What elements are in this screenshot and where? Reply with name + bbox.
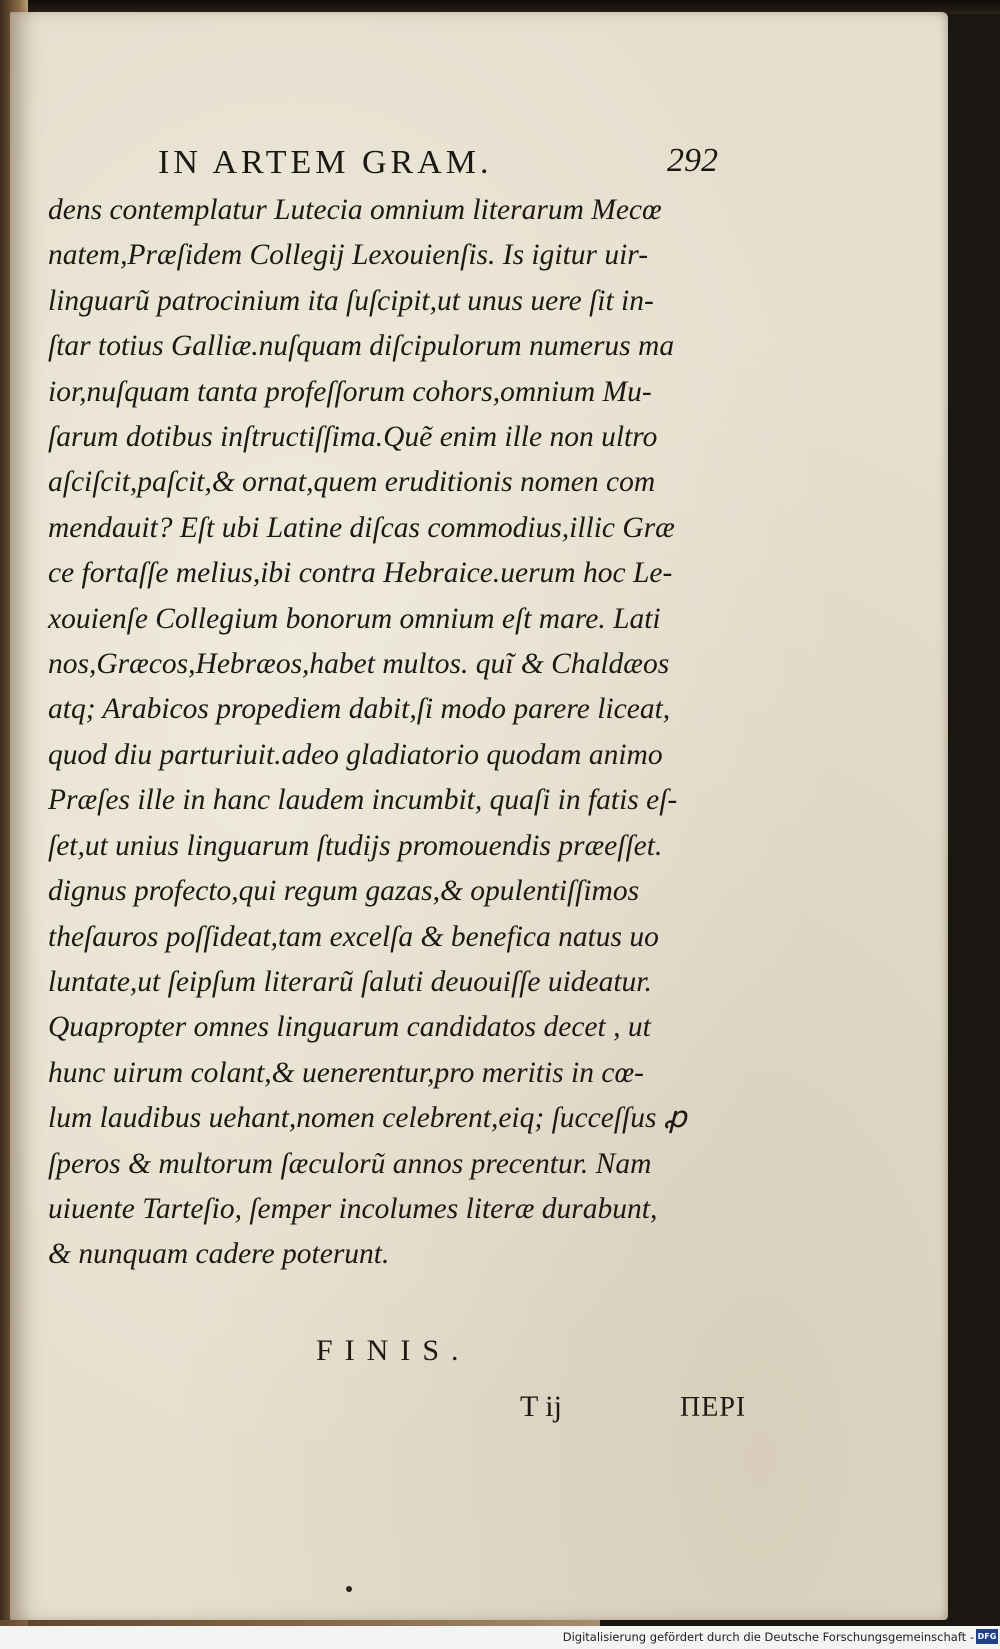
text-line: dignus profecto,qui regum gazas,& opulentiſſimos bbox=[48, 875, 640, 908]
text-line: dens contemplatur Lutecia omnium literarum Mecœ bbox=[48, 194, 662, 226]
text-line: nos,Græcos,Hebræos,habet multos. quĩ & Chaldæos bbox=[48, 648, 670, 681]
text-line: ſperos & multorum ſæculorũ annos precentur. Nam bbox=[48, 1147, 652, 1180]
text-line: uiuente Tarteſio, ſemper incolumes literæ durabunt, bbox=[48, 1192, 658, 1225]
catchword: ΠΕΡΙ bbox=[680, 1392, 747, 1423]
book-page bbox=[10, 12, 948, 1620]
page-header bbox=[158, 144, 718, 188]
text-line: ſarum dotibus inſtructiſſima.Quẽ enim ille non ultro bbox=[48, 421, 658, 454]
text-line: xouienſe Collegium bonorum omnium eſt mare. Lati bbox=[48, 602, 661, 635]
text-line: ior,nuſquam tanta profeſſorum cohors,omnium Mu- bbox=[48, 375, 652, 408]
text-line: ſtar totius Galliæ.nuſquam diſcipulorum numerus ma bbox=[48, 330, 675, 363]
text-line: natem,Præſidem Collegij Lexouienſis. Is igitur uir- bbox=[48, 239, 649, 272]
text-line: luntate,ut ſeipſum literarũ ſaluti deuouiſſe uideatur. bbox=[48, 965, 652, 998]
signature-mark: T ij bbox=[520, 1390, 562, 1423]
text-line: theſauros poſſideat,tam excelſa & benefica natus uo bbox=[48, 920, 659, 953]
text-line: mendauit? Eſt ubi Latine diſcas commodius,illic Græ bbox=[48, 511, 675, 544]
text-line: Præſes ille in hanc laudem incumbit, quaſi in fatis eſ- bbox=[48, 784, 678, 817]
text-line: Quapropter omnes linguarum candidatos decet , ut bbox=[48, 1011, 651, 1044]
text-line: aſciſcit,paſcit,& ornat,quem eruditionis nomen com bbox=[48, 466, 656, 499]
page-number: 292 bbox=[667, 142, 718, 179]
body-text bbox=[48, 188, 748, 1278]
dfg-logo: DFG bbox=[976, 1629, 998, 1644]
text-line: atq; Arabicos propediem dabit,ſi modo parere liceat, bbox=[48, 693, 671, 726]
text-line: hunc uirum colant,& uenerentur,pro meritis in cœ- bbox=[48, 1056, 644, 1089]
text-line: quod diu parturiuit.adeo gladiatorio quodam animo bbox=[48, 738, 663, 771]
finis-mark: FINIS. bbox=[316, 1334, 471, 1367]
text-line: & nunquam cadere poterunt. bbox=[48, 1238, 390, 1271]
ink-speck bbox=[346, 1586, 352, 1592]
text-line: ce fortaſſe melius,ibi contra Hebraice.uerum hoc Le- bbox=[48, 557, 673, 590]
text-line: lum laudibus uehant,nomen celebrent,eiq; ſucceſſus ꝓ bbox=[48, 1102, 687, 1135]
running-head: IN ARTEM GRAM. bbox=[158, 144, 493, 181]
text-line: linguarũ patrocinium ita ſuſcipit,ut unus uere ſit in- bbox=[48, 284, 654, 317]
text-line: ſet,ut unius linguarum ſtudijs promouendis præeſſet. bbox=[48, 829, 663, 862]
digitization-credit: Digitalisierung gefördert durch die Deutsche Forschungsgemeinschaft - bbox=[562, 1630, 974, 1644]
